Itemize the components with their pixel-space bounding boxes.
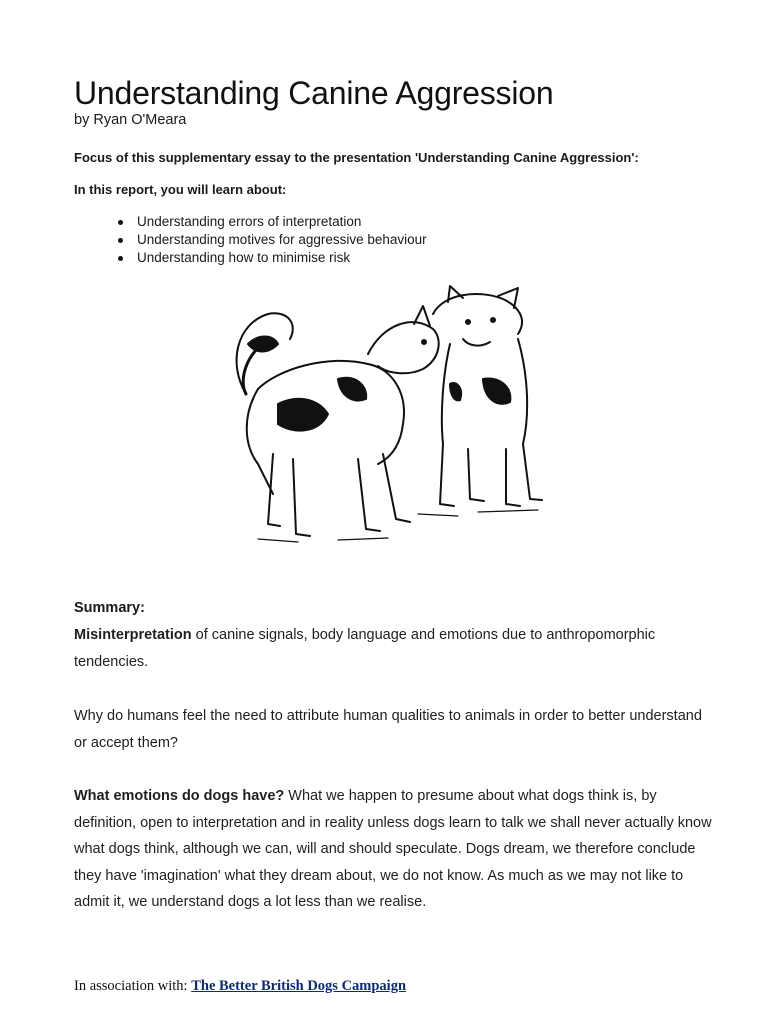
list-item	[118, 249, 427, 267]
misinterpretation-bold: Misinterpretation	[74, 627, 192, 643]
intro-statement: In this report, you will learn about:	[74, 182, 287, 197]
document-title: Understanding Canine Aggression	[74, 75, 554, 111]
question-paragraph: Why do humans feel the need to attribute human qualities to animals in order to better understand or accept them?	[74, 708, 702, 751]
list-item-text: Understanding motives for aggressive behaviour	[137, 232, 427, 247]
bullet-icon	[118, 238, 123, 243]
list-item-text: Understanding errors of interpretation	[137, 214, 362, 229]
bullet-icon	[118, 220, 123, 225]
emotions-bold: What emotions do dogs have?	[74, 788, 285, 804]
footer-prefix: In association with:	[74, 978, 192, 994]
bullet-icon	[118, 256, 123, 261]
list-item	[118, 231, 427, 249]
emotions-paragraph	[74, 783, 714, 916]
list-item-text: Understanding how to minimise risk	[137, 250, 351, 265]
list-item	[118, 213, 427, 231]
three-dogs-sketch-icon	[218, 284, 558, 564]
learning-list	[118, 213, 427, 267]
summary-heading: Summary:	[74, 600, 145, 616]
emotions-text: What we happen to presume about what dogs think is, by definition, open to interpretation and in reality unless dogs learn to talk we shall never actually know what dogs think, although we can, will and should speculate. Dogs dream, we therefore conclude they have 'imagination' what they dream about, we do not know. As much as we may not like to admit it, we understand dogs a lot less than we realise.	[74, 788, 712, 910]
footer-association	[74, 977, 406, 995]
campaign-link[interactable]: The Better British Dogs Campaign	[191, 978, 407, 994]
misinterpretation-text: of canine signals, body language and emotions due to anthropomorphic tendencies.	[74, 627, 656, 670]
focus-statement: Focus of this supplementary essay to the presentation 'Understanding Canine Aggression':	[74, 150, 639, 165]
misinterpretation-paragraph	[74, 622, 714, 675]
author-byline: by Ryan O'Meara	[74, 112, 187, 128]
